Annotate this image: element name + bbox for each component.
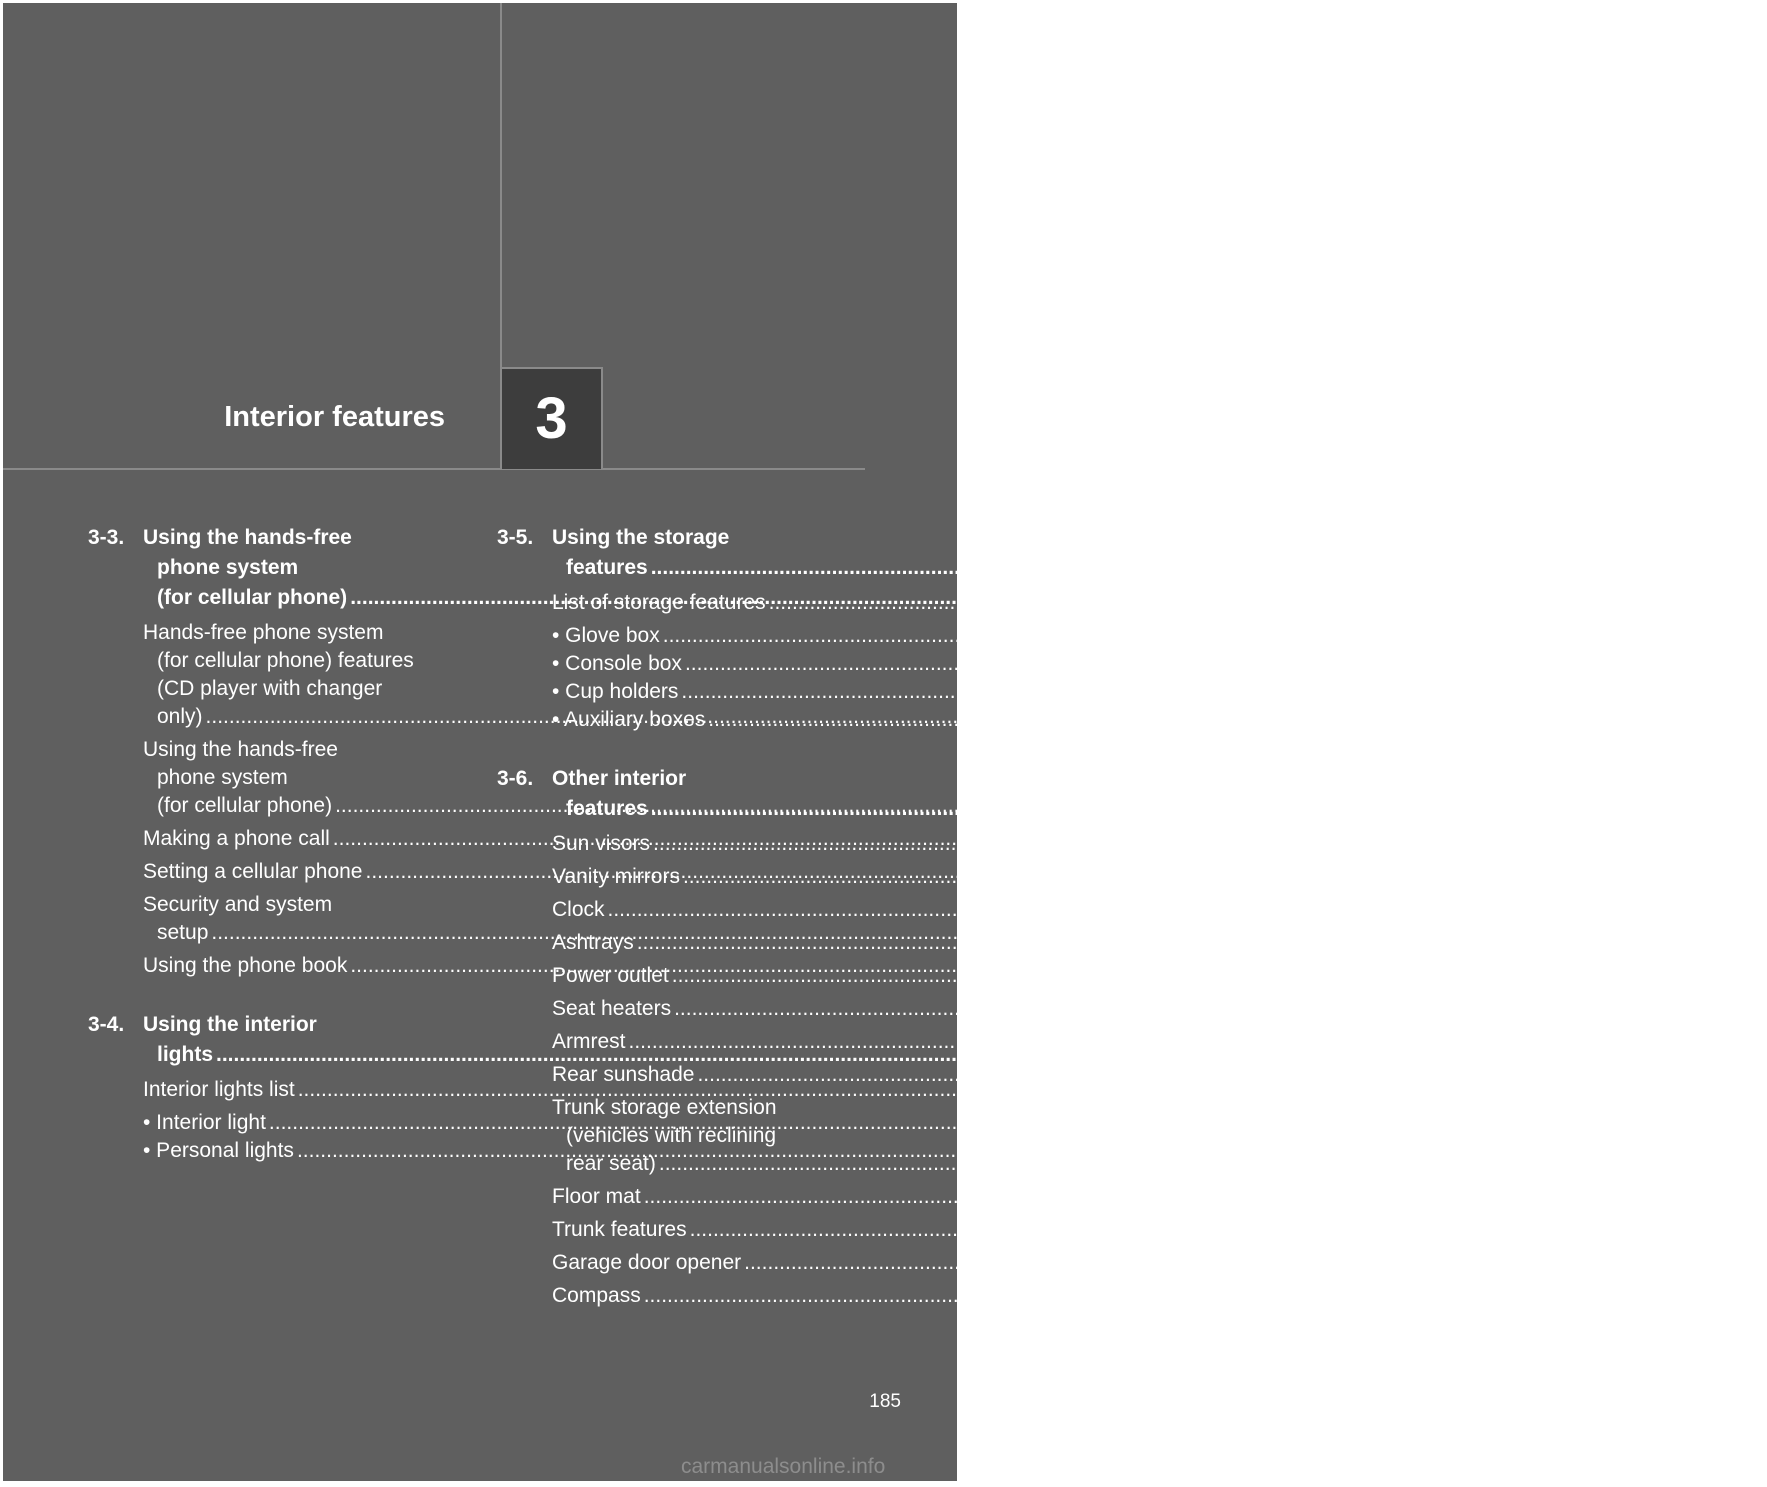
entry-text: • Auxiliary boxes: [552, 708, 706, 731]
entry-page: 265: [1231, 1111, 1267, 1134]
toc-entry[interactable]: [497, 1061, 1696, 1089]
dot-leader: [653, 832, 1610, 855]
entry-page: 293: [1606, 1284, 1642, 1307]
entry-page: 276: [1645, 865, 1681, 888]
entry-line: (for cellular phone) features: [157, 649, 414, 672]
dot-leader: [697, 1063, 1654, 1086]
entry-text: (for cellular phone): [157, 794, 333, 817]
entry-text: Garage door opener: [552, 1251, 742, 1274]
entry-text: Using the phone book: [143, 954, 348, 977]
dot-leader: [629, 1030, 1586, 1053]
watermark: carmanualsonline.info: [681, 1455, 886, 1478]
vertical-divider: [500, 3, 502, 368]
entry-text: Setting a cellular phone: [143, 860, 363, 883]
section-title-line: Using the interior: [143, 1013, 317, 1036]
section-number: 3-4.: [88, 1013, 125, 1036]
dot-leader: [769, 591, 1726, 614]
section-number: 3-3.: [88, 526, 125, 549]
chapter-number-tab: [500, 367, 603, 469]
entry-text: Making a phone call: [143, 827, 330, 850]
entry-line: [552, 1249, 1743, 1277]
section-title-line: [552, 553, 1649, 583]
entry-text: Rear sunshade: [552, 1063, 695, 1086]
section-page: 232: [1313, 586, 1349, 609]
toc-entry[interactable]: [88, 1076, 1296, 1104]
chapter-number: 3: [535, 386, 568, 451]
entry-page: 253: [1174, 921, 1210, 944]
section-title-line: Other interior: [552, 767, 687, 790]
entry-page: 248: [1328, 860, 1364, 883]
section-page: 267: [1613, 556, 1649, 579]
dot-leader: [690, 1218, 1647, 1241]
entry-line: [552, 1061, 1696, 1089]
entry-page: 286: [1606, 1185, 1642, 1208]
section-title-text: features: [566, 797, 648, 820]
entry-text: Power outlet: [552, 964, 669, 987]
entry-page: 284: [1660, 1063, 1696, 1086]
entry-line: [552, 995, 1672, 1023]
toc-entry[interactable]: [497, 650, 1683, 678]
dot-leader: [659, 1152, 1616, 1175]
dot-leader: [608, 898, 1565, 921]
entry-text: • Personal lights: [143, 1139, 294, 1162]
dot-leader: [708, 708, 1665, 731]
entry-page: 235: [1297, 794, 1333, 817]
entry-text: Clock: [552, 898, 605, 921]
section-page: 264: [1178, 1043, 1214, 1066]
chapter-title: Interior features: [224, 401, 445, 433]
dot-leader: [644, 1284, 1601, 1307]
entry-page: 244: [1295, 827, 1331, 850]
entry-line: [552, 622, 1661, 650]
toc-entry[interactable]: [497, 995, 1672, 1023]
dot-leader: [637, 931, 1594, 954]
dot-leader: [681, 680, 1638, 703]
header-rule: [3, 468, 865, 470]
dot-leader: [672, 964, 1629, 987]
dot-leader: [674, 997, 1631, 1020]
section-page: 275: [1613, 797, 1649, 820]
entry-page: 278: [1599, 931, 1635, 954]
entry-page: 270: [1644, 680, 1680, 703]
dot-leader: [744, 1251, 1701, 1274]
section-title-line: phone system: [157, 556, 299, 579]
toc-entry[interactable]: [497, 678, 1680, 706]
entry-text: Seat heaters: [552, 997, 672, 1020]
entry-line: phone system: [157, 766, 288, 789]
entry-page: 266: [1259, 1139, 1295, 1162]
entry-line: Trunk storage extension: [552, 1096, 777, 1119]
manual-page: [3, 3, 1767, 1481]
section-number: 3-6.: [497, 767, 534, 790]
toc-entry[interactable]: [497, 1216, 1688, 1244]
entry-text: List of storage features: [552, 591, 766, 614]
entry-line: [552, 650, 1683, 678]
entry-text: • Console box: [552, 652, 682, 675]
entry-line: Using the hands-free: [143, 738, 338, 761]
entry-line: [552, 1282, 1642, 1310]
entry-text: Interior lights list: [143, 1078, 295, 1101]
entry-text: Compass: [552, 1284, 641, 1307]
section-heading[interactable]: [497, 523, 1649, 583]
entry-text: Armrest: [552, 1030, 626, 1053]
entry-line: Hands-free phone system: [143, 621, 384, 644]
entry-line: [143, 1076, 1296, 1104]
section-number: 3-5.: [497, 526, 534, 549]
entry-line: [552, 896, 1606, 924]
page-number: 185: [869, 1391, 901, 1412]
entry-line: [552, 1216, 1688, 1244]
entry-text: rear seat): [566, 1152, 656, 1175]
entry-text: Vanity mirrors: [552, 865, 680, 888]
toc-entry[interactable]: [497, 1249, 1743, 1277]
entry-page: 283: [1591, 1030, 1627, 1053]
entry-line: (vehicles with reclining: [566, 1124, 777, 1147]
entry-text: setup: [157, 921, 209, 944]
entry-page: 287: [1652, 1218, 1688, 1241]
entry-page: 277: [1570, 898, 1606, 921]
dot-leader: [644, 1185, 1601, 1208]
section-title-text: lights: [157, 1043, 213, 1066]
entry-page: 268: [1625, 624, 1661, 647]
section-title-line: Using the storage: [552, 526, 730, 549]
entry-text: only): [157, 705, 203, 728]
entry-line: [552, 1183, 1642, 1211]
entry-line: Security and system: [143, 893, 333, 916]
section-title-text: features: [566, 556, 648, 579]
entry-page: 288: [1707, 1251, 1743, 1274]
entry-page: 232: [1168, 705, 1204, 728]
entry-text: • Glove box: [552, 624, 660, 647]
entry-text: Floor mat: [552, 1185, 641, 1208]
entry-page: 275: [1615, 832, 1651, 855]
toc-entry[interactable]: [497, 1183, 1642, 1211]
entry-page: 285: [1621, 1152, 1657, 1175]
dot-leader: [663, 624, 1620, 647]
dot-leader: [651, 553, 1608, 583]
dot-leader: [683, 865, 1640, 888]
entry-page: 281: [1636, 997, 1672, 1020]
entry-text: Ashtrays: [552, 931, 634, 954]
entry-line: (CD player with changer: [157, 677, 383, 700]
section-title-line: Using the hands-free: [143, 526, 352, 549]
entry-page: 272: [1671, 708, 1707, 731]
toc-entry[interactable]: [497, 622, 1661, 650]
entry-page: 257: [1313, 954, 1349, 977]
entry-line: [552, 678, 1680, 706]
entry-text: Sun visors: [552, 832, 651, 855]
entry-page: 267: [1731, 591, 1767, 614]
dot-leader: [685, 652, 1642, 675]
dot-leader: [651, 794, 1608, 824]
toc-entry[interactable]: [497, 896, 1606, 924]
entry-text: Trunk features: [552, 1218, 687, 1241]
entry-text: • Interior light: [143, 1111, 266, 1134]
section-title-text: (for cellular phone): [157, 586, 348, 609]
entry-page: 279: [1634, 964, 1670, 987]
entry-text: • Cup holders: [552, 680, 679, 703]
toc-entry[interactable]: [497, 1282, 1642, 1310]
entry-page: 268: [1647, 652, 1683, 675]
entry-page: 264: [1260, 1078, 1296, 1101]
